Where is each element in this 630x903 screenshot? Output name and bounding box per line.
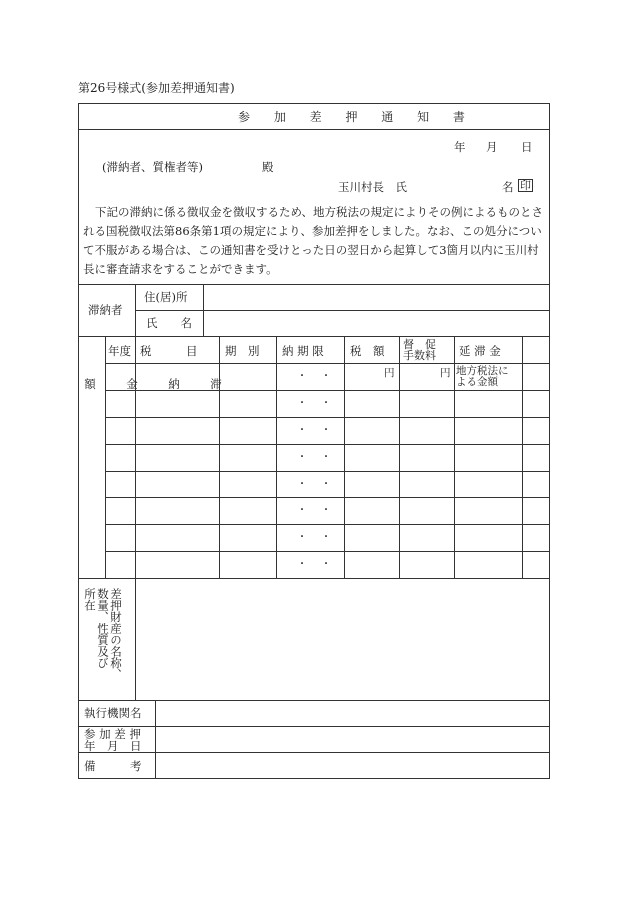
year-label: 年 xyxy=(454,140,466,154)
late-fee-note: 地方税法に よる金額 xyxy=(456,365,509,388)
divider xyxy=(522,336,523,578)
due-date-mark: ・・ xyxy=(297,451,345,463)
due-date-mark: ・・ xyxy=(297,424,345,436)
due-date-mark: ・・ xyxy=(297,371,345,382)
due-date-mark: ・・ xyxy=(297,559,345,571)
divider xyxy=(78,129,550,130)
col-header-due-date: 納 期 限 xyxy=(282,344,324,358)
divider xyxy=(105,524,550,525)
property-label: 差押財産の名称、 数量、性質及び 所在 xyxy=(83,588,123,680)
divider xyxy=(155,700,156,779)
due-date-mark: ・・ xyxy=(297,532,345,544)
remarks-label: 備 考 xyxy=(84,759,142,773)
address-label: 住(居)所 xyxy=(144,290,188,304)
divider xyxy=(78,336,550,337)
notice-body-text: 下記の滞納に係る徴収金を徴収するため、地方税法の規定によりその例によるものとされる国税徴収法第86条第1項の規定により、参加差押をしました。なお、この処分について不服がある場合は、この通知書を受けとった日の翌日から起算して3箇月以内に玉川村長に審査請求をすることができます。 xyxy=(83,205,544,276)
divider xyxy=(78,284,550,285)
recipient-label: (滞納者、質権者等) xyxy=(102,160,203,174)
issuer-name-label: 名 xyxy=(502,180,514,194)
divider xyxy=(219,336,220,578)
seizure-date-label-line1: 参 加 差 押 xyxy=(84,727,141,741)
divider xyxy=(105,390,550,391)
agency-label: 執行機関名 xyxy=(84,706,142,720)
recipient-honorific: 殿 xyxy=(262,160,274,174)
divider xyxy=(105,444,550,445)
divider xyxy=(78,752,550,753)
divider xyxy=(135,310,550,311)
col-header-late-fee: 延 滞 金 xyxy=(459,344,501,358)
col-header-reminder-fee: 督 促 手数料 xyxy=(403,338,436,362)
due-date-mark: ・・ xyxy=(297,397,345,409)
name-label: 氏 名 xyxy=(146,316,192,330)
col-header-period: 期 別 xyxy=(225,344,260,358)
taxpayer-section-label: 滞納者 xyxy=(88,303,123,317)
tax-unit-yen: 円 xyxy=(384,367,395,379)
form-title: 参 加 差 押 通 知 書 xyxy=(238,110,475,124)
divider xyxy=(135,336,136,578)
issuer-name: 玉川村長 氏 xyxy=(338,180,407,194)
due-date-mark: ・・ xyxy=(297,505,345,517)
divider xyxy=(105,363,550,364)
divider xyxy=(105,336,106,578)
divider xyxy=(78,578,550,579)
divider xyxy=(105,471,550,472)
seal-stamp: 印 xyxy=(520,179,531,192)
arrears-section-label: 滞 納 金 額 xyxy=(83,378,223,390)
day-label: 日 xyxy=(521,140,533,154)
col-header-tax-item: 税 目 xyxy=(140,344,198,358)
divider xyxy=(78,700,550,701)
col-header-fiscal-year: 年度 xyxy=(108,344,131,358)
due-date-mark: ・・ xyxy=(297,478,345,490)
month-label: 月 xyxy=(486,140,498,154)
divider xyxy=(399,336,400,578)
form-number: 第26号様式(参加差押通知書) xyxy=(78,81,235,95)
divider xyxy=(276,336,277,578)
col-header-tax-amount: 税 額 xyxy=(350,344,385,358)
divider xyxy=(454,336,455,578)
divider xyxy=(105,417,550,418)
seizure-date-label-line2: 年 月 日 xyxy=(84,739,142,753)
divider xyxy=(105,551,550,552)
divider xyxy=(135,578,136,700)
divider xyxy=(78,726,550,727)
fee-unit-yen: 円 xyxy=(440,367,451,379)
divider xyxy=(105,497,550,498)
